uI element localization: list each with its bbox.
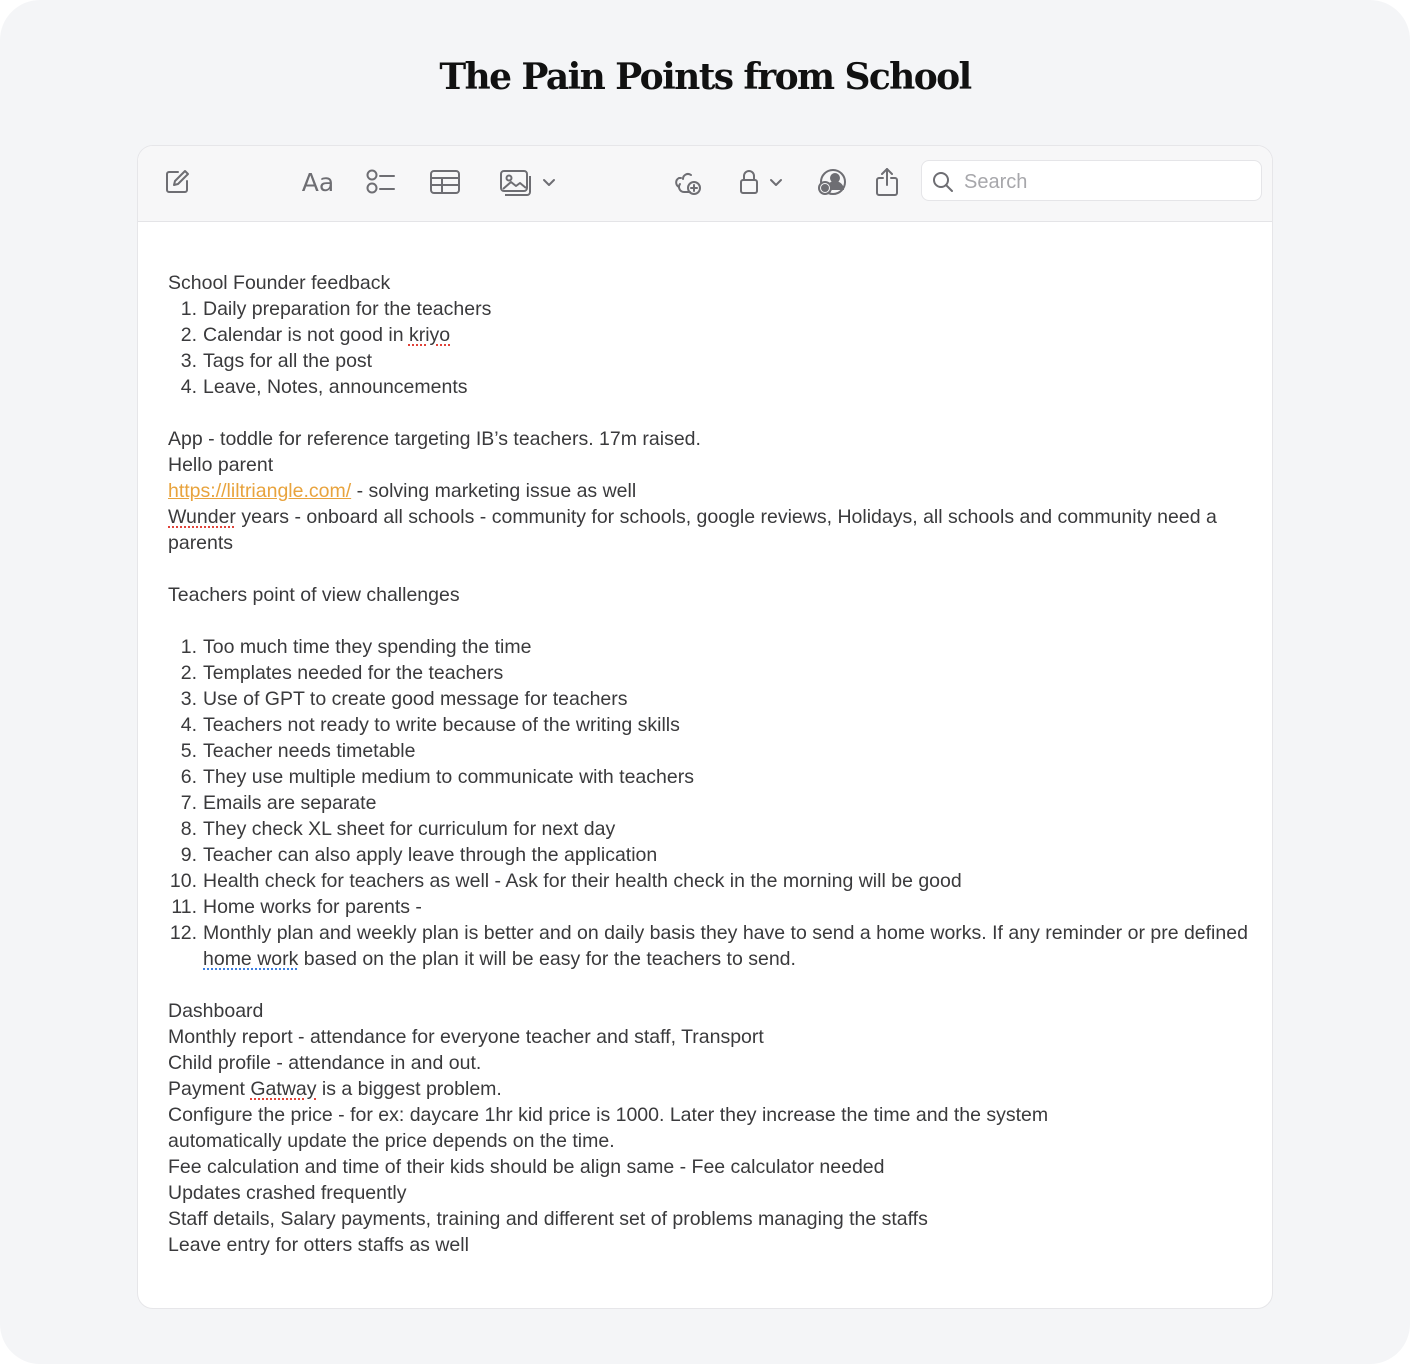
list-item (168, 738, 1248, 764)
list-number: 4. (180, 376, 197, 398)
list-item-text: Teacher can also apply leave through the application (203, 844, 658, 866)
note-line (168, 478, 1248, 504)
list-item-text: Emails are separate (203, 792, 377, 814)
list-item-text: Monthly plan and weekly plan is better and on daily basis they have to send a home works. If any reminder or pre defined (203, 922, 1248, 944)
list-number: 10. (169, 870, 197, 892)
list-item (168, 712, 1248, 738)
list-item-text: Teachers not ready to write because of the writing skills (203, 714, 680, 736)
search-icon (932, 171, 954, 193)
list-item-text: Leave, Notes, announcements (203, 376, 468, 398)
chevron-down-icon (541, 174, 557, 190)
list-number: 3. (180, 350, 197, 372)
list-number: 9. (180, 844, 197, 866)
list-number: 3. (180, 688, 197, 710)
list-number: 1. (180, 298, 197, 320)
blank-line (168, 608, 1248, 634)
list-number: 2. (180, 324, 197, 346)
list-item-text: Too much time they spending the time (203, 636, 532, 658)
table-icon[interactable] (428, 166, 462, 198)
list-item (168, 348, 1248, 374)
people-icon[interactable] (815, 166, 849, 198)
note-line: Staff details, Salary payments, training and different set of problems managing the staffs (168, 1208, 928, 1230)
note-line: App - toddle for reference targeting IB’s teachers. 17m raised. (168, 428, 701, 450)
note-line (168, 504, 1248, 556)
list-number: 8. (180, 818, 197, 840)
list-item-text: Teacher needs timetable (203, 740, 416, 762)
page-title: The Pain Points from School (439, 56, 971, 98)
lock-icon (738, 168, 760, 196)
checklist-icon[interactable] (364, 166, 398, 198)
search-input[interactable] (962, 167, 1256, 197)
liltriangle-link[interactable]: https://liltriangle.com/ (168, 480, 352, 502)
list-item-text: based on the plan it will be easy for the teachers to send. (298, 948, 796, 970)
note-line: Configure the price - for ex: daycare 1hr kid price is 1000. Later they increase the time and the system automatically update the price depends on the time. (168, 1104, 1049, 1152)
list-item-text: They check XL sheet for curriculum for next day (203, 818, 616, 840)
list-item-text: Calendar is not good in (203, 324, 409, 346)
list-item (168, 634, 1248, 660)
list-number: 12. (169, 922, 197, 944)
compose-icon[interactable] (162, 166, 192, 198)
list-item-text: Tags for all the post (203, 350, 373, 372)
grammar-flag[interactable]: home work (203, 948, 299, 970)
note-text: years - onboard all schools - community for schools, google reviews, Holidays, all schools and community need a parents (168, 506, 1217, 554)
list-item (168, 920, 1248, 972)
note-body[interactable] (168, 270, 1248, 1258)
list-item (168, 764, 1248, 790)
note-line: Leave entry for otters staffs as well (168, 1234, 469, 1256)
list-number: 1. (180, 636, 197, 658)
note-text: Payment (168, 1078, 251, 1100)
note-line: Fee calculation and time of their kids should be align same - Fee calculator needed (168, 1156, 885, 1178)
collaborate-icon[interactable] (670, 166, 704, 198)
list-number: 4. (180, 714, 197, 736)
list-item-text: Daily preparation for the teachers (203, 298, 492, 320)
list-item (168, 842, 1248, 868)
lock-button[interactable] (736, 166, 786, 198)
toolbar (138, 146, 1272, 222)
section-heading-teachers: Teachers point of view challenges (168, 584, 460, 606)
list-item-text: Use of GPT to create good message for teachers (203, 688, 628, 710)
photo-icon (499, 168, 533, 196)
spelling-flag[interactable]: Gatway (250, 1078, 317, 1100)
list-number: 11. (171, 896, 197, 918)
list-item (168, 686, 1248, 712)
list-item-text: Health check for teachers as well - Ask for their health check in the morning will be good (203, 870, 962, 892)
list-number: 5. (180, 740, 197, 762)
list-number: 2. (180, 662, 197, 684)
note-text: is a biggest problem. (316, 1078, 502, 1100)
note-line (168, 1076, 1248, 1102)
list-item (168, 322, 1248, 348)
blank-line (168, 972, 1248, 998)
list-item (168, 816, 1248, 842)
format-text-button[interactable]: Aa (301, 167, 335, 197)
list-item (168, 374, 1248, 400)
list-item (168, 296, 1248, 322)
section-heading-founder: School Founder feedback (168, 272, 391, 294)
list-number: 6. (180, 766, 197, 788)
share-icon[interactable] (871, 166, 903, 198)
spelling-flag[interactable]: Wunder (168, 506, 236, 528)
list-number: 7. (180, 792, 197, 814)
founder-feedback-list (168, 296, 1248, 400)
list-item-text: Templates needed for the teachers (203, 662, 504, 684)
list-item (168, 894, 1248, 920)
chevron-down-icon (768, 174, 784, 190)
list-item (168, 660, 1248, 686)
teacher-challenges-list (168, 634, 1248, 972)
spelling-flag[interactable]: kriyo (408, 324, 451, 346)
note-line: Child profile - attendance in and out. (168, 1052, 482, 1074)
note-text: - solving marketing issue as well (351, 480, 637, 502)
note-line: Updates crashed frequently (168, 1182, 407, 1204)
list-item (168, 868, 1248, 894)
list-item (168, 790, 1248, 816)
note-line: Hello parent (168, 454, 274, 476)
note-line: Monthly report - attendance for everyone teacher and staff, Transport (168, 1026, 764, 1048)
blank-line (168, 556, 1248, 582)
notes-window (137, 145, 1273, 1309)
search-field[interactable] (921, 160, 1262, 201)
media-insert-button[interactable] (498, 166, 558, 198)
list-item-text: Home works for parents - (203, 896, 422, 918)
section-heading-dashboard: Dashboard (168, 1000, 264, 1022)
blank-line (168, 400, 1248, 426)
list-item-text: They use multiple medium to communicate with teachers (203, 766, 694, 788)
